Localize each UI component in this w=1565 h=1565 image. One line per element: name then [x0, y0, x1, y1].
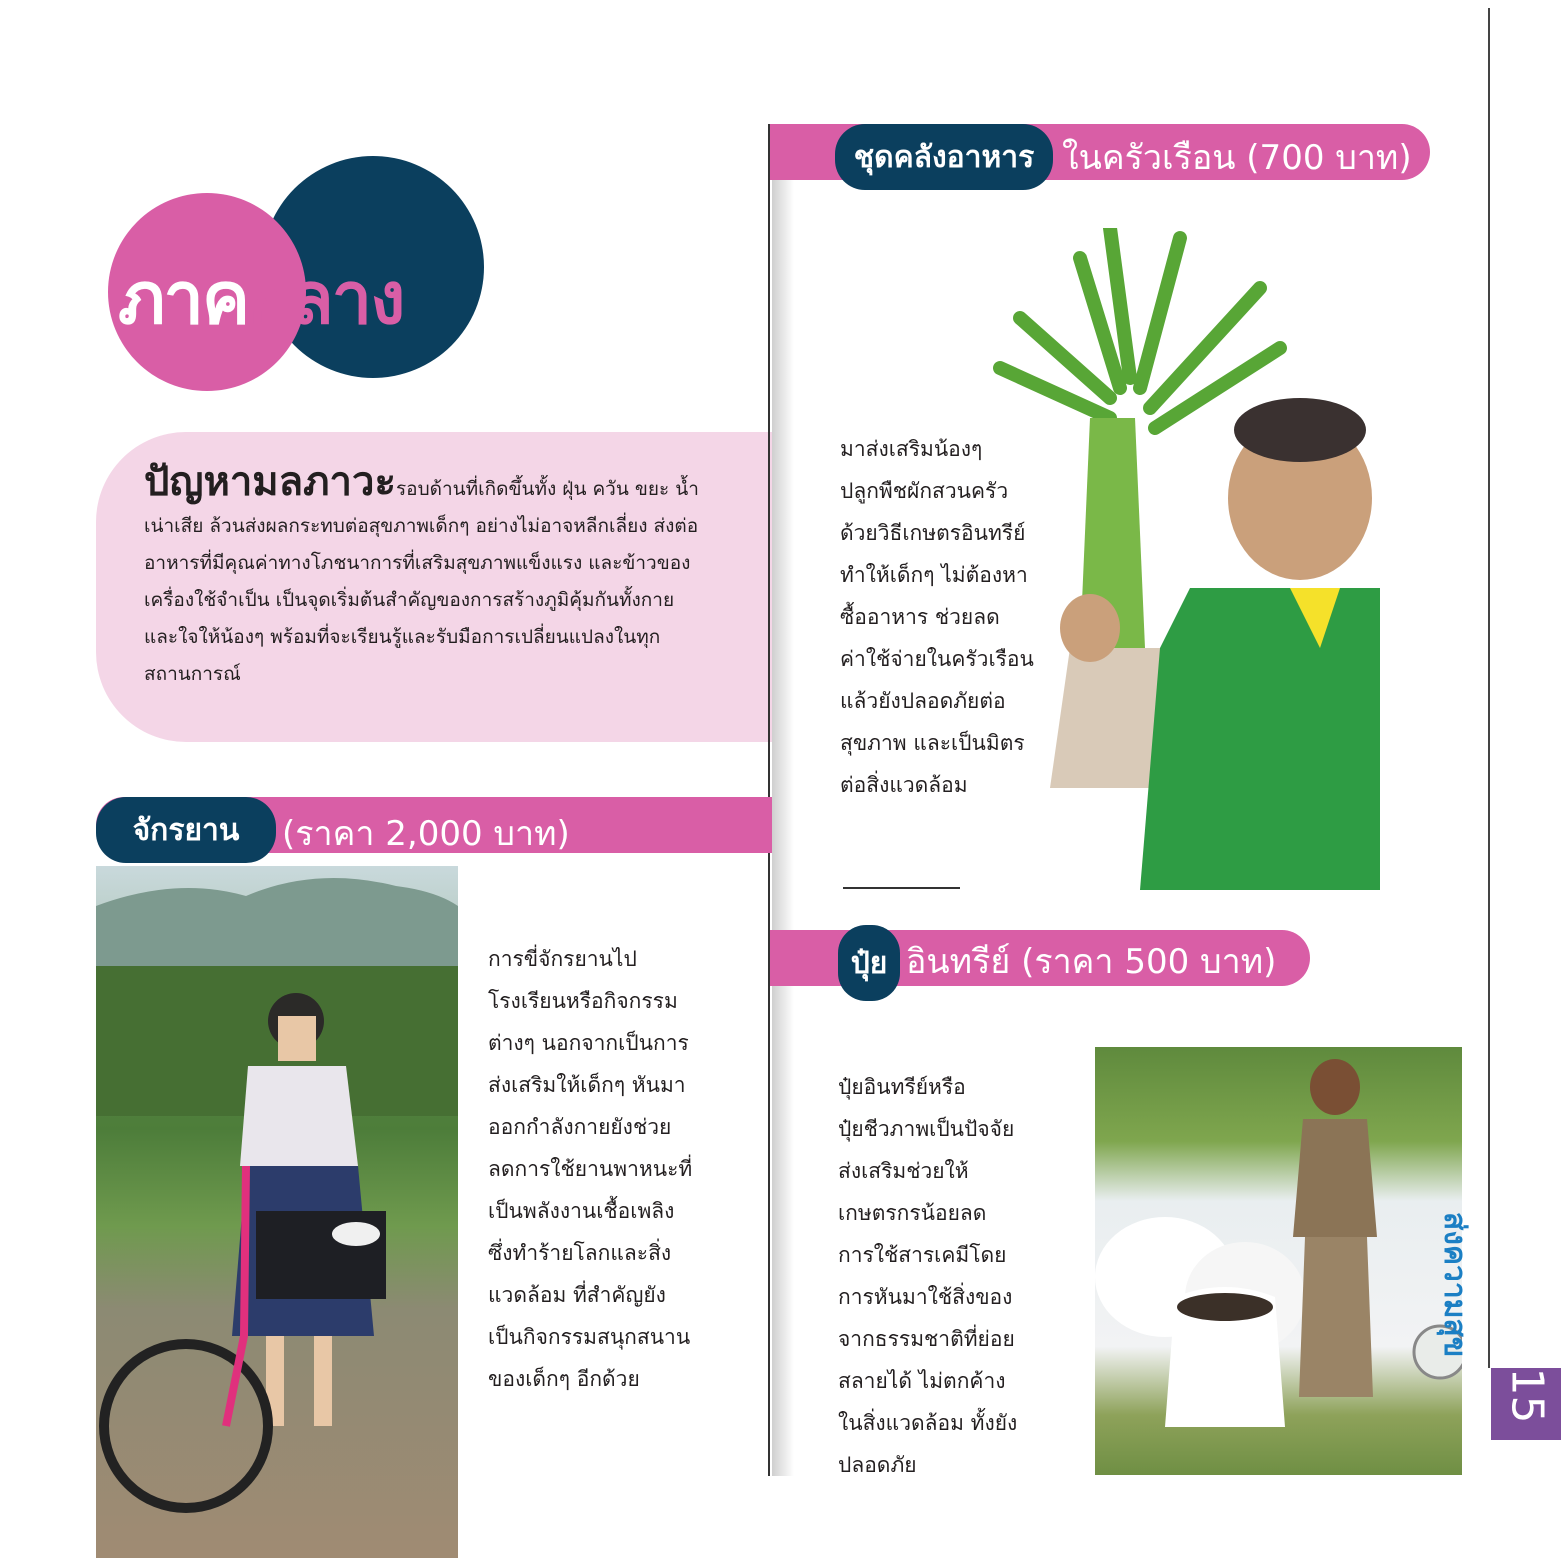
food-title: ชุดคลังอาหาร: [835, 124, 1053, 190]
region-title-part2: กลาง: [248, 256, 404, 340]
intro-lead: ปัญหามลภาวะ: [144, 459, 396, 505]
page-number: 15: [1501, 1367, 1553, 1424]
food-description: มาส่งเสริมน้องๆ ปลูกพืชผักสวนครัว ด้วยวิธีเกษตรอินทรีย์ ทำให้เด็กๆ ไม่ต้องหา ซื้ออาหาร ช่วยลด ค่าใช้จ่ายในครัวเรือน แล้วยังปลอดภัยต่อ สุขภาพ และเป็นมิตร ต่อสิ่งแวดล้อม: [840, 437, 1034, 797]
fertilizer-title: ปุ๋ย: [838, 925, 900, 1001]
fertilizer-price: อินทรีย์ (ราคา 500 บาท): [906, 942, 1277, 982]
column-shadow: [772, 180, 794, 1476]
girl-with-bicycle-photo: [96, 866, 458, 1558]
intro-paragraph: [144, 459, 704, 693]
scout-with-fertilizer-photo: [1095, 1047, 1462, 1475]
bicycle-title: จักรยาน: [96, 797, 276, 863]
food-price: ในครัวเรือน (700 บาท): [1062, 138, 1412, 178]
magazine-logo: ส่งความสุข: [1437, 1212, 1472, 1358]
bicycle-description: การขี่จักรยานไป โรงเรียนหรือกิจกรรม ต่างๆ นอกจากเป็นการ ส่งเสริมให้เด็กๆ หันมา ออกกำลังกายยังช่วย ลดการใช้ยานพาหนะที่ เป็นพลังงานเชื้อเพลิง ซึ่งทำร้ายโลกและสิ่ง แวดล้อม ที่สำคัญยัง เป็นกิจกรรมสนุกสนาน ของเด็กๆ อีกด้วย: [488, 947, 693, 1391]
intro-body: รอบด้านที่เกิดขึ้นทั้ง ฝุ่น ควัน ขยะ น้ำเน่าเสีย ล้วนส่งผลกระทบต่อสุขภาพเด็กๆ อย่างไม่อาจหลีกเลี่ยง ส่งต่ออาหารที่มีคุณค่าทางโภชนาการที่เสริมสุขภาพแข็งแรง และข้าวของเครื่องใช้จำเป็น เป็นจุดเริ่มต้นสำคัญของการสร้างภูมิคุ้มกันทั้งกายและใจให้น้องๆ พร้อมที่จะเรียนรู้และรับมือการเปลี่ยนแปลงในทุกสถานการณ์: [144, 478, 699, 685]
region-title: [118, 240, 403, 355]
bicycle-price: (ราคา 2,000 บาท): [282, 814, 570, 854]
region-title-part1: ภาค: [118, 256, 249, 340]
fertilizer-description: ปุ๋ยอินทรีย์หรือ ปุ๋ยชีวภาพเป็นปัจจัย ส่งเสริมช่วยให้ เกษตรกรน้อยลด การใช้สารเคมีโดย การหันมาใช้สิ่งของ จากธรรมชาติที่ย่อย สลายได้ ไม่ตกค้าง ในสิ่งแวดล้อม ทั้งยัง ปลอดภัย: [838, 1075, 1018, 1477]
page-edge-line: [1488, 8, 1490, 1368]
